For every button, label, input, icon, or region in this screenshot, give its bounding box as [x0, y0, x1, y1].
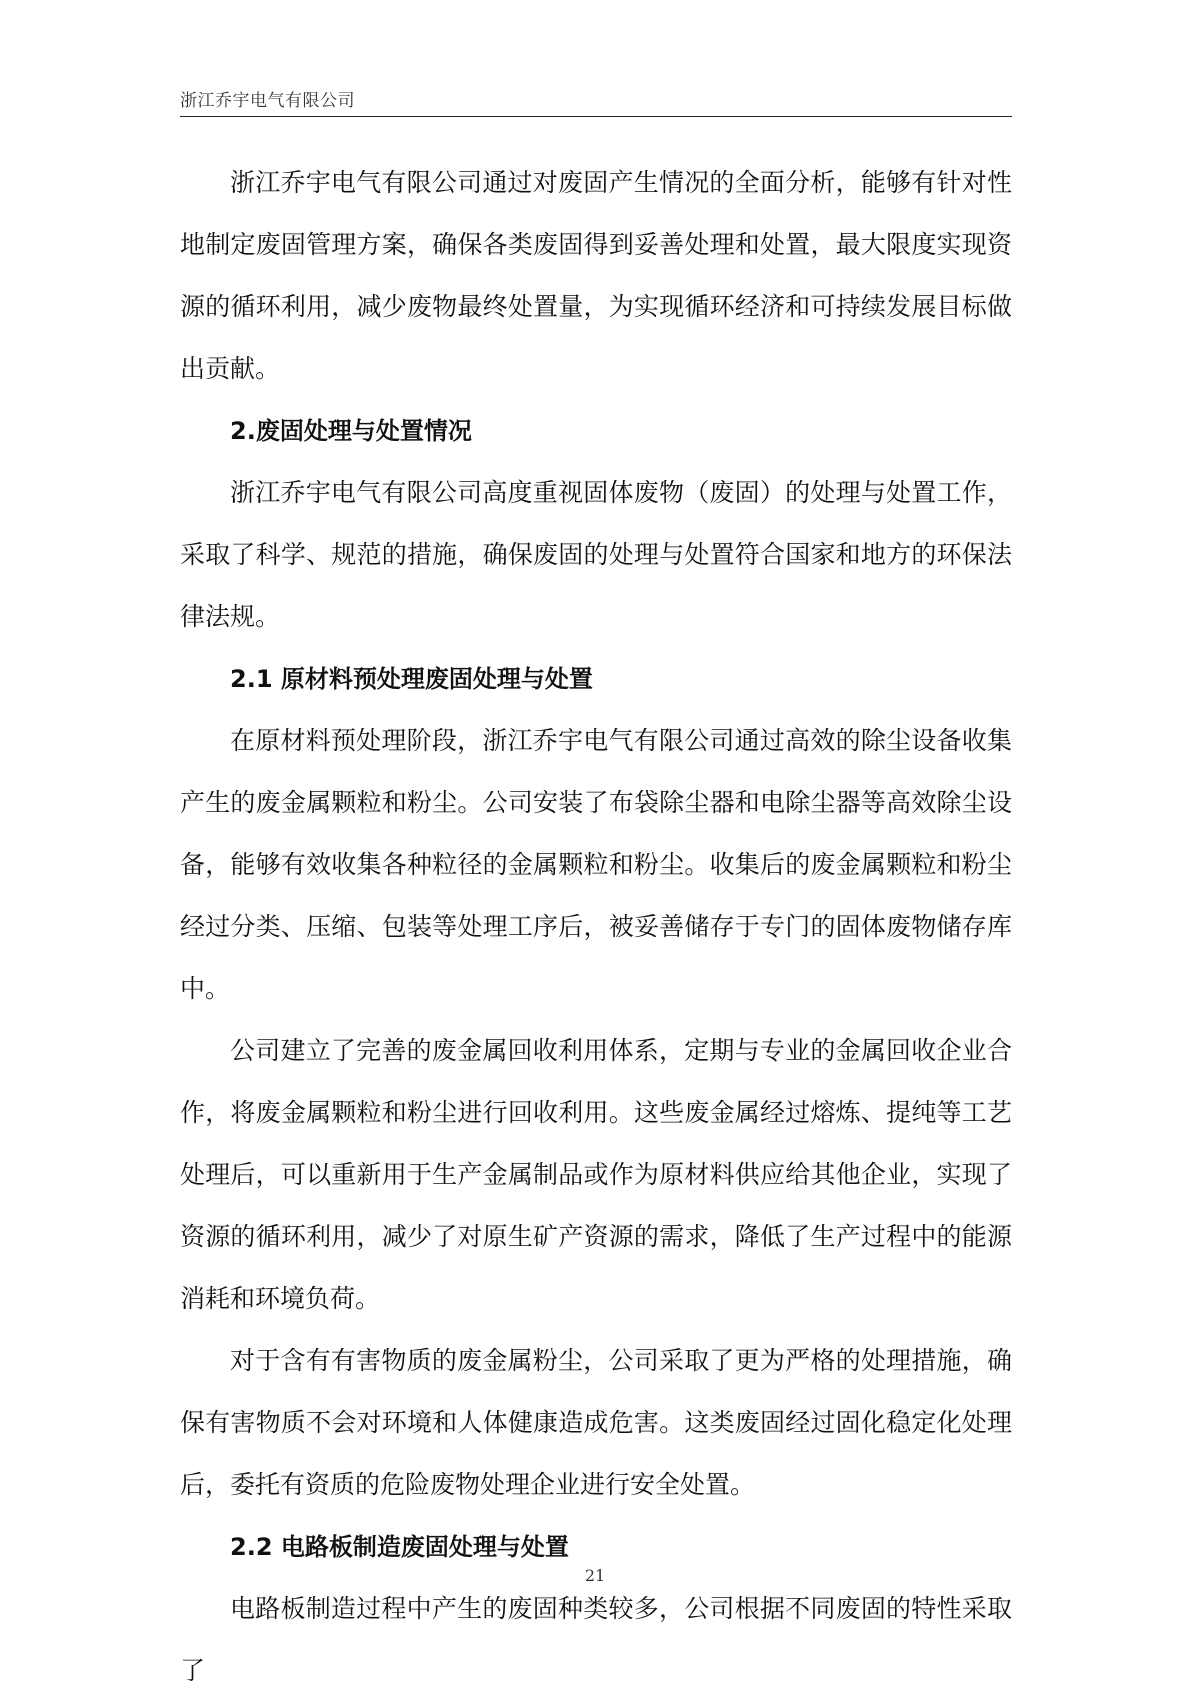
- section-2-2-heading: 2.2 电路板制造废固处理与处置: [230, 1533, 569, 1561]
- section-2-1-paragraph-3: 对于含有有害物质的废金属粉尘，公司采取了更为严格的处理措施，确保有害物质不会对环境和人体健康造成危害。这类废固经过固化稳定化处理后，委托有资质的危险废物处理企业进行安全处置。: [180, 1346, 1012, 1499]
- page-header-company: 浙江乔宇电气有限公司: [180, 91, 355, 111]
- section-2-heading: 2.废固处理与处置情况: [230, 417, 472, 445]
- page-number: 21: [584, 1566, 606, 1585]
- section-2-2-paragraph: 电路板制造过程中产生的废固种类较多，公司根据不同废固的特性采取了: [180, 1594, 1012, 1685]
- section-2-1-heading: 2.1 原材料预处理废固处理与处置: [230, 665, 593, 693]
- page-content: [180, 152, 1012, 1702]
- intro-paragraph: 浙江乔宇电气有限公司通过对废固产生情况的全面分析，能够有针对性地制定废固管理方案，确保各类废固得到妥善处理和处置，最大限度实现资源的循环利用，减少废物最终处置量，为实现循环经济和可持续发展目标做出贡献。: [180, 168, 1012, 383]
- section-2-1-paragraph-2: 公司建立了完善的废金属回收利用体系，定期与专业的金属回收企业合作，将废金属颗粒和粉尘进行回收利用。这些废金属经过熔炼、提纯等工艺处理后，可以重新用于生产金属制品或作为原材料供应给其他企业，实现了资源的循环利用，减少了对原生矿产资源的需求，降低了生产过程中的能源消耗和环境负荷。: [180, 1036, 1012, 1313]
- header-divider: [180, 116, 1012, 117]
- section-2-1-paragraph-1: 在原材料预处理阶段，浙江乔宇电气有限公司通过高效的除尘设备收集产生的废金属颗粒和粉尘。公司安装了布袋除尘器和电除尘器等高效除尘设备，能够有效收集各种粒径的金属颗粒和粉尘。收集后的废金属颗粒和粉尘经过分类、压缩、包装等处理工序后，被妥善储存于专门的固体废物储存库中。: [180, 726, 1012, 1003]
- section-2-paragraph: 浙江乔宇电气有限公司高度重视固体废物（废固）的处理与处置工作，采取了科学、规范的措施，确保废固的处理与处置符合国家和地方的环保法律法规。: [180, 478, 1012, 631]
